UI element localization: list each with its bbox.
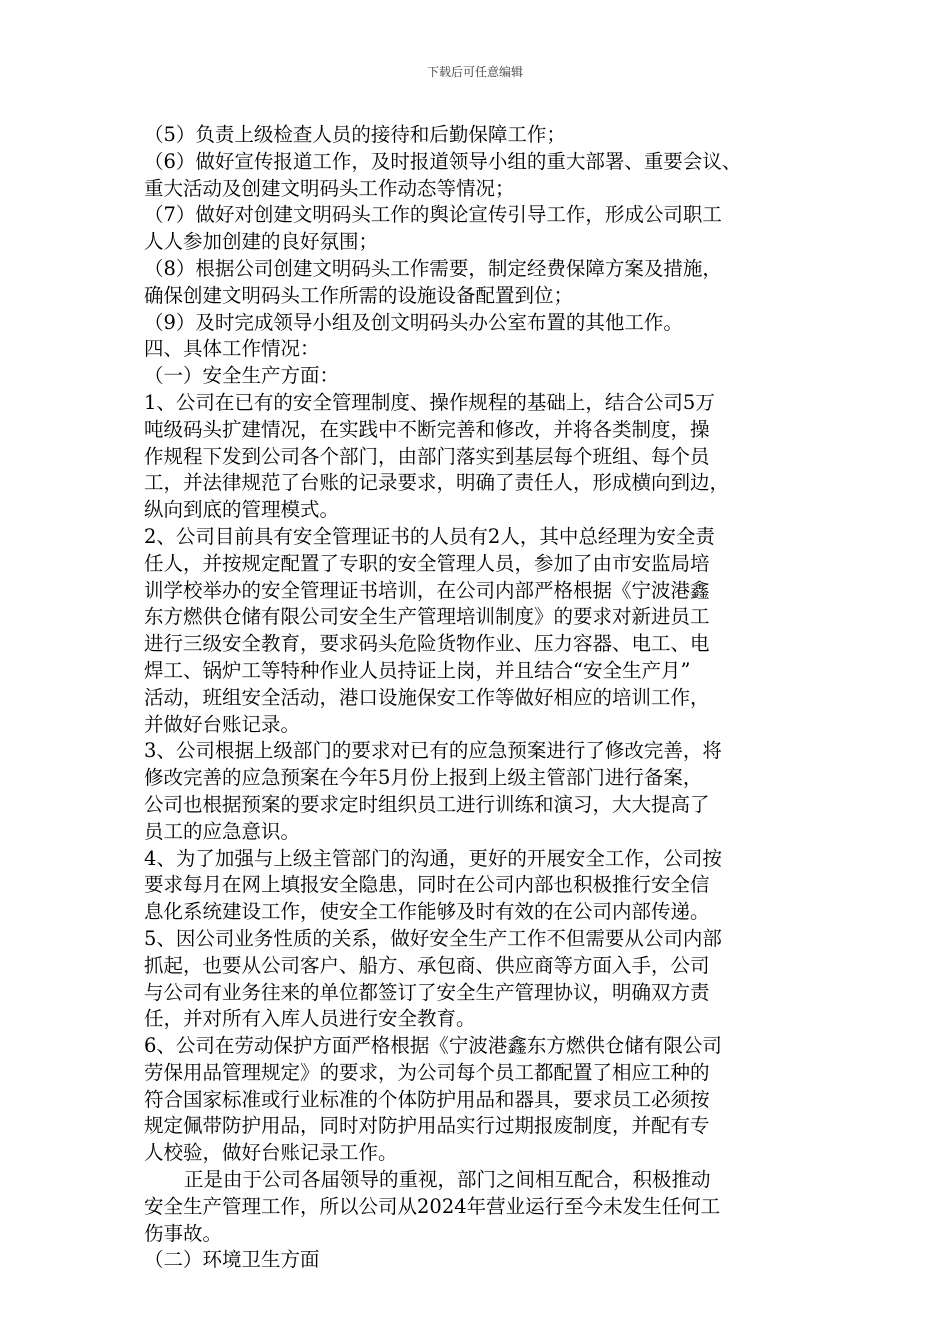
text-line: 吨级码头扩建情况，在实践中不断完善和修改，并将各类制度，操 [144,417,710,441]
text-line: 确保创建文明码头工作所需的设施设备配置到位； [144,283,574,307]
text-line: （7）做好对创建文明码头工作的舆论宣传引导工作，形成公司职工 [144,203,722,227]
text-line: 抓起，也要从公司客户、船方、承包商、供应商等方面入手，公司 [144,953,710,977]
text-line: 劳保用品管理规定》的要求，为公司每个员工都配置了相应工种的 [144,1060,710,1084]
text-line: 训学校举办的安全管理证书培训，在公司内部严格根据《宁波港鑫 [144,578,710,602]
text-line: （8）根据公司创建文明码头工作需要，制定经费保障方案及措施， [144,256,722,280]
page-header-note: 下载后可任意编辑 [426,65,523,79]
text-line: 工，并法律规范了台账的记录要求，明确了责任人，形成横向到边， [144,471,730,495]
text-line: 纵向到底的管理模式。 [144,498,340,522]
text-line: 重大活动及创建文明码头工作动态等情况； [144,176,515,200]
text-line: 与公司有业务往来的单位都签订了安全生产管理协议，明确双方责 [144,980,710,1004]
text-line: （5）负责上级检查人员的接待和后勤保障工作； [144,123,566,146]
text-line: 修改完善的应急预案在今年5月份上报到上级主管部门进行备案， [144,766,703,790]
section-heading: 四、具体工作情况： [144,337,320,361]
subsection-heading: （一）安全生产方面： [144,364,340,388]
subsection-heading: （二）环境卫生方面 [144,1248,320,1272]
text-line: 伤事故。 [144,1221,223,1245]
text-line: 焊工、锅炉工等特种作业人员持证上岗，并且结合“安全生产月” [144,658,691,682]
text-line: 2、公司目前具有安全管理证书的人员有2人，其中总经理为安全责 [144,524,715,548]
text-line-indented: 正是由于公司各届领导的重视，部门之间相互配合，积极推动 [184,1168,711,1192]
text-line: 1、公司在已有的安全管理制度、操作规程的基础上，结合公司5万 [144,390,715,414]
text-line: 5、因公司业务性质的关系，做好安全生产工作不但需要从公司内部 [144,926,722,950]
text-line: 规定佩带防护用品，同时对防护用品实行过期报废制度，并配有专 [144,1114,710,1138]
text-line: （9）及时完成领导小组及创文明码头办公室布置的其他工作。 [144,310,683,334]
text-line: 任，并对所有入库人员进行安全教育。 [144,1007,476,1031]
text-line: 东方燃供仓储有限公司安全生产管理培训制度》的要求对新进员工 [144,605,710,629]
text-line: 员工的应急意识。 [144,819,301,843]
text-line: 息化系统建设工作，使安全工作能够及时有效的在公司内部传递。 [144,900,710,924]
text-line: 3、公司根据上级部门的要求对已有的应急预案进行了修改完善，将 [144,739,722,763]
text-line: 人人参加创建的良好氛围； [144,230,379,254]
text-line: 进行三级安全教育，要求码头危险货物作业、压力容器、电工、电 [144,632,710,656]
text-line: 公司也根据预案的要求定时组织员工进行训练和演习，大大提高了 [144,792,710,816]
text-line: （6）做好宣传报道工作，及时报道领导小组的重大部署、重要会议、 [144,149,742,173]
text-line: 4、为了加强与上级主管部门的沟通，更好的开展安全工作，公司按 [144,846,722,870]
text-line: 6、公司在劳动保护方面严格根据《宁波港鑫东方燃供仓储有限公司 [144,1034,722,1058]
text-line: 活动，班组安全活动，港口设施保安工作等做好相应的培训工作， [144,685,710,709]
text-line: 符合国家标准或行业标准的个体防护用品和器具，要求员工必须按 [144,1087,710,1111]
text-line: 并做好台账记录。 [144,712,301,736]
text-line: 要求每月在网上填报安全隐患，同时在公司内部也积极推行安全信 [144,873,710,897]
text-line: 安全生产管理工作，所以公司从2024年营业运行至今未发生任何工 [144,1194,721,1218]
text-line: 任人，并按规定配置了专职的安全管理人员，参加了由市安监局培 [144,551,710,575]
document-body [144,122,820,1274]
text-line: 作规程下发到公司各个部门，由部门落实到基层每个班组、每个员 [144,444,710,468]
text-line: 人校验，做好台账记录工作。 [144,1141,398,1165]
